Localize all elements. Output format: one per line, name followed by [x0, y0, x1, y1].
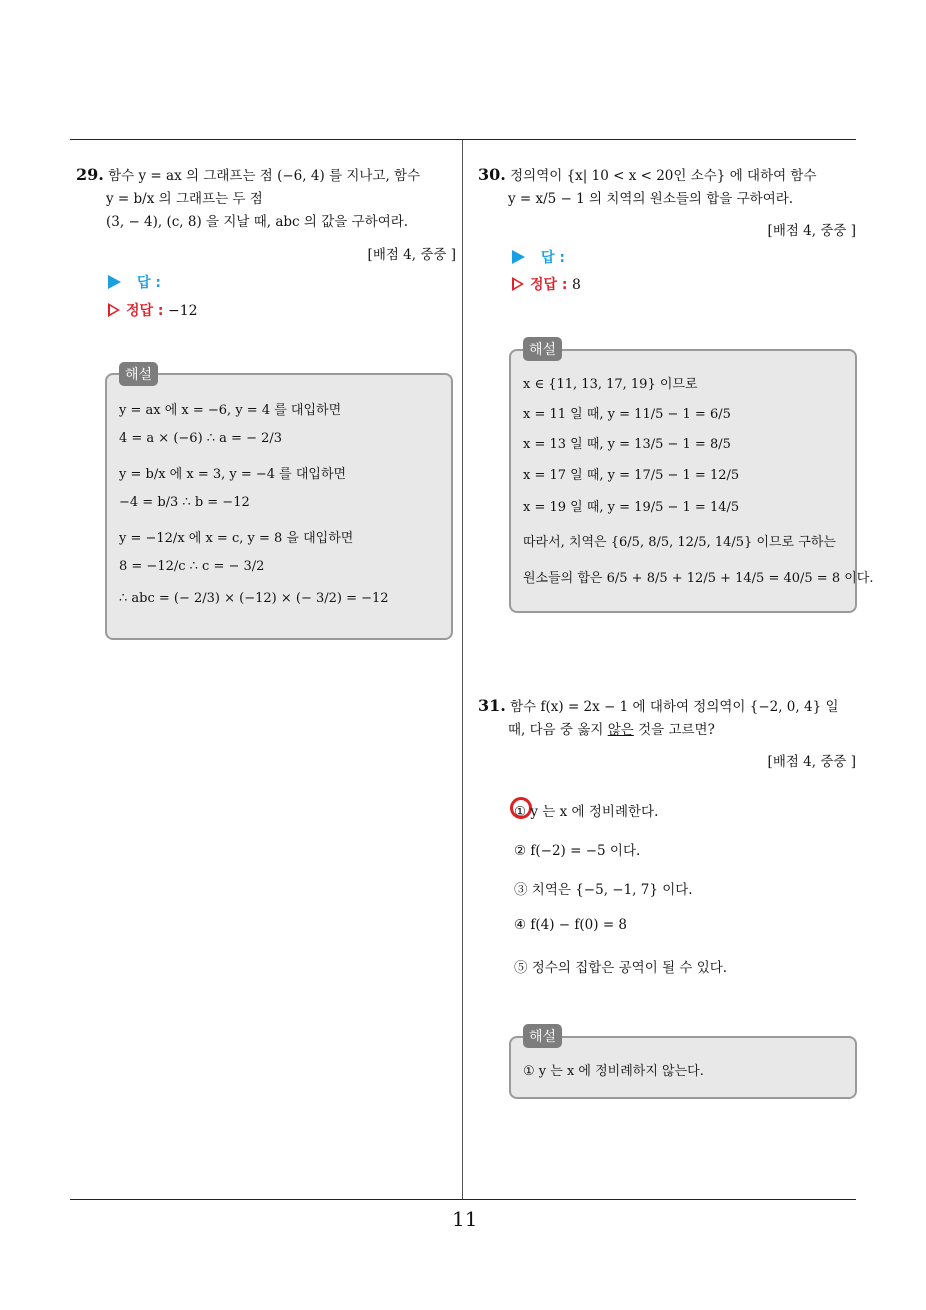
outline-triangle-icon: [108, 303, 120, 317]
q30-score: [배점 4, 중중 ]: [767, 223, 856, 239]
column-divider: [462, 140, 463, 1200]
q29-correct: [108, 300, 198, 320]
q29-number: 29.: [76, 165, 104, 184]
q30-solution-box: [509, 349, 874, 613]
q29-answer: [108, 272, 161, 292]
q29-sol-line: ∴ abc = (− 2/3) × (−12) × (− 3/2) = −12: [119, 591, 389, 606]
q30-correct-value: 8: [571, 277, 581, 293]
q29-correct-value: −12: [167, 303, 198, 319]
q29-score: [배점 4, 중중 ]: [367, 247, 456, 263]
q30-sol-line: x = 13 일 때, y = 13/5 − 1 = 8/5: [523, 437, 731, 452]
play-triangle-icon: [512, 250, 525, 264]
q30-solution-tag: 해설: [523, 337, 562, 361]
q30-number: 30.: [478, 165, 506, 184]
q30-sol-line: x = 11 일 때, y = 11/5 − 1 = 6/5: [523, 407, 731, 422]
q30-sol-line: 원소들의 합은 6/5 + 8/5 + 12/5 + 14/5 = 40/5 = 8 이다.: [523, 571, 874, 586]
q31-choice-1[interactable]: ① y 는 x 에 정비례한다.: [514, 804, 659, 820]
q29-solution-tag: 해설: [119, 362, 158, 386]
q31-score: [배점 4, 중중 ]: [767, 754, 856, 770]
q29-line2: y = b/x 의 그래프는 두 점: [106, 191, 263, 207]
q31-choice-4[interactable]: ④ f(4) − f(0) = 8: [514, 917, 628, 933]
q29-sol-line: y = b/x 에 x = 3, y = −4 를 대입하면: [119, 467, 347, 482]
top-rule: [70, 139, 856, 140]
q30-answer-label: 답 :: [541, 250, 565, 266]
bottom-rule: [70, 1199, 856, 1200]
q30-sol-line: x = 17 일 때, y = 17/5 − 1 = 12/5: [523, 468, 740, 483]
q30-line1: 정의역이 {x| 10 < x < 20인 소수} 에 대하여 함수: [510, 168, 817, 184]
q31-line2-underline: 않은: [607, 722, 634, 738]
outline-triangle-icon: [512, 277, 524, 291]
q29-correct-label: 정답 :: [126, 303, 164, 319]
q30-answer: [512, 247, 565, 267]
page-number: 11: [452, 1207, 478, 1231]
q31-sol-line: ① y 는 x 에 정비례하지 않는다.: [523, 1064, 704, 1079]
q29-line1: 함수 y = ax 의 그래프는 점 (−6, 4) 를 지나고, 함수: [108, 168, 421, 184]
q30-correct-label: 정답 :: [530, 277, 568, 293]
q30-sol-line: x = 19 일 때, y = 19/5 − 1 = 14/5: [523, 500, 740, 515]
q29-sol-line: 4 = a × (−6) ∴ a = − 2/3: [119, 431, 283, 446]
q29-sol-line: 8 = −12/c ∴ c = − 3/2: [119, 559, 265, 574]
q31-line2-post: 것을 고르면?: [633, 722, 715, 738]
q31-line1: 함수 f(x) = 2x − 1 에 대하여 정의역이 {−2, 0, 4} 일: [510, 699, 839, 715]
q31-solution-tag: 해설: [523, 1024, 562, 1048]
q31-text: [478, 694, 858, 742]
q29-sol-line: −4 = b/3 ∴ b = −12: [119, 495, 250, 510]
q30-correct: [512, 274, 581, 294]
q31-choice-3[interactable]: ③ 치역은 {−5, −1, 7} 이다.: [514, 882, 693, 898]
q30-line2: y = x/5 − 1 의 치역의 원소들의 합을 구하여라.: [508, 191, 794, 207]
q31-number: 31.: [478, 696, 506, 715]
q30-sol-line: x ∈ {11, 13, 17, 19} 이므로: [523, 377, 698, 392]
q31-choice-5[interactable]: ⑤ 정수의 집합은 공역이 될 수 있다.: [514, 960, 728, 976]
q29-sol-line: y = −12/x 에 x = c, y = 8 을 대입하면: [119, 531, 354, 546]
q29-text: [76, 163, 456, 234]
q30-sol-line: 따라서, 치역은 {6/5, 8/5, 12/5, 14/5} 이므로 구하는: [523, 535, 836, 550]
q29-answer-label: 답 :: [137, 275, 161, 291]
q31-line2-pre: 때, 다음 중 옳지: [508, 722, 608, 738]
q29-solution-box: [105, 373, 453, 640]
q29-line3: (3, − 4), (c, 8) 을 지날 때, abc 의 값을 구하여라.: [106, 214, 409, 230]
q30-text: [478, 163, 858, 211]
q29-sol-line: y = ax 에 x = −6, y = 4 를 대입하면: [119, 403, 342, 418]
q31-choice-2[interactable]: ② f(−2) = −5 이다.: [514, 843, 641, 859]
play-triangle-icon: [108, 275, 121, 289]
